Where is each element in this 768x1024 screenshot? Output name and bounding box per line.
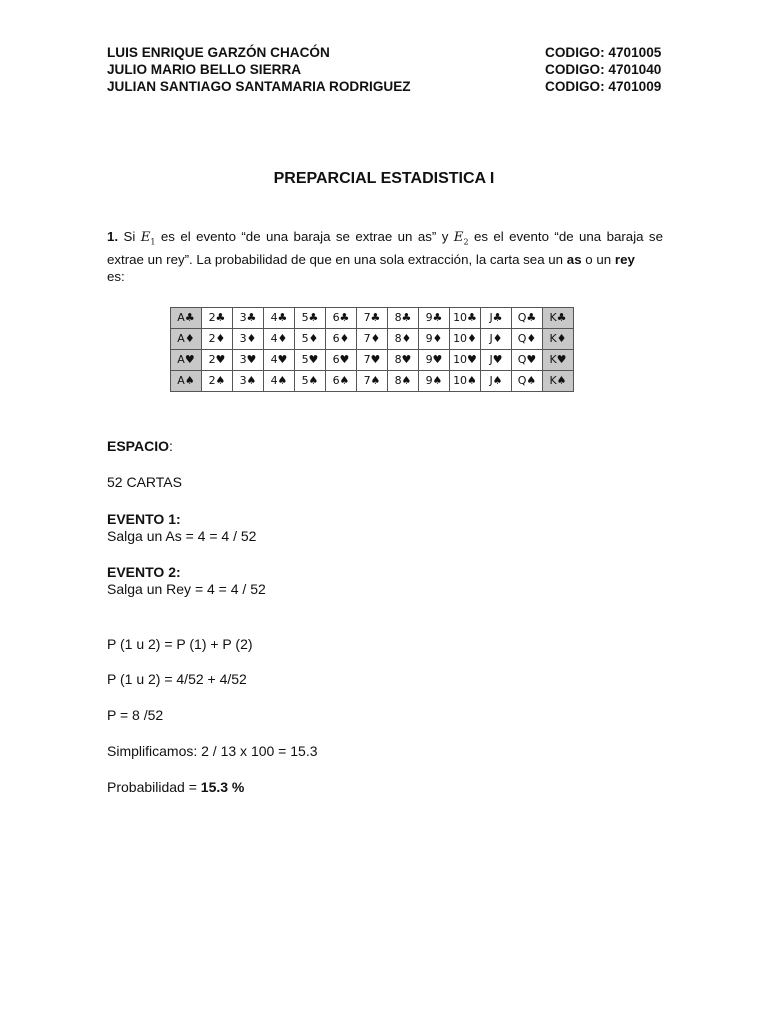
card-cell: J♦ bbox=[481, 329, 512, 350]
card-cell: 2♣ bbox=[202, 308, 233, 329]
card-cell: 2♥ bbox=[202, 350, 233, 371]
card-cell: A♦ bbox=[171, 329, 202, 350]
evento2-value: Salga un Rey = 4 = 4 / 52 bbox=[107, 581, 266, 597]
card-cell: 5♣ bbox=[295, 308, 326, 329]
card-cell: K♥ bbox=[543, 350, 574, 371]
card-cell: K♣ bbox=[543, 308, 574, 329]
card-cell: 3♥ bbox=[233, 350, 264, 371]
author-code: CODIGO: 4701040 bbox=[545, 62, 662, 77]
card-cell: 7♦ bbox=[357, 329, 388, 350]
simplify-line: Simplificamos: 2 / 13 x 100 = 15.3 bbox=[107, 743, 318, 759]
card-cell: 4♣ bbox=[264, 308, 295, 329]
card-cell: 9♦ bbox=[419, 329, 450, 350]
card-cell: 7♥ bbox=[357, 350, 388, 371]
card-cell: 7♠ bbox=[357, 371, 388, 392]
card-cell: 8♥ bbox=[388, 350, 419, 371]
result-line: P = 8 /52 bbox=[107, 707, 164, 723]
card-cell: 8♣ bbox=[388, 308, 419, 329]
card-cell: 2♠ bbox=[202, 371, 233, 392]
espacio-colon: : bbox=[168, 438, 173, 454]
card-cell: 6♥ bbox=[326, 350, 357, 371]
sum-line: P (1 u 2) = 4/52 + 4/52 bbox=[107, 671, 247, 687]
card-cell: 5♦ bbox=[295, 329, 326, 350]
card-cell: 5♠ bbox=[295, 371, 326, 392]
card-cell: 4♠ bbox=[264, 371, 295, 392]
card-cell: 4♦ bbox=[264, 329, 295, 350]
formula-line: P (1 u 2) = P (1) + P (2) bbox=[107, 636, 253, 652]
card-cell: J♠ bbox=[481, 371, 512, 392]
author-code: CODIGO: 4701009 bbox=[545, 79, 662, 94]
author-name: LUIS ENRIQUE GARZÓN CHACÓN bbox=[107, 45, 330, 60]
author-row bbox=[107, 44, 663, 61]
card-cell: 10♥ bbox=[450, 350, 481, 371]
card-cell: Q♣ bbox=[512, 308, 543, 329]
event-symbol: $E_2$ bbox=[453, 230, 469, 247]
probability-line bbox=[107, 779, 244, 796]
card-cell: 10♣ bbox=[450, 308, 481, 329]
card-cell: 10♠ bbox=[450, 371, 481, 392]
evento2-block bbox=[107, 564, 266, 598]
card-cell: A♠ bbox=[171, 371, 202, 392]
evento1-label: EVENTO 1: bbox=[107, 511, 181, 527]
card-row bbox=[171, 350, 574, 371]
card-cell: J♥ bbox=[481, 350, 512, 371]
probability-value: 15.3 % bbox=[200, 779, 245, 795]
problem-text: o un bbox=[585, 251, 612, 267]
card-cell: 3♣ bbox=[233, 308, 264, 329]
card-cell: K♠ bbox=[543, 371, 574, 392]
card-cell: Q♠ bbox=[512, 371, 543, 392]
card-cell: 10♦ bbox=[450, 329, 481, 350]
authors-header bbox=[107, 44, 663, 95]
card-cell: Q♦ bbox=[512, 329, 543, 350]
problem-text: es el evento “de una baraja se extrae un rey”. La probabilidad de que en una sola extracción, la carta sea un bbox=[107, 229, 663, 267]
card-cell: 6♠ bbox=[326, 371, 357, 392]
card-cell: 8♠ bbox=[388, 371, 419, 392]
espacio-label: ESPACIO bbox=[107, 438, 169, 454]
document-title: PREPARCIAL ESTADISTICA I bbox=[273, 170, 495, 187]
author-name: JULIAN SANTIAGO SANTAMARIA RODRIGUEZ bbox=[107, 79, 411, 94]
card-cell: 3♠ bbox=[233, 371, 264, 392]
problem-text: Si bbox=[123, 229, 136, 244]
card-deck-table bbox=[170, 307, 574, 392]
author-row bbox=[107, 61, 663, 78]
problem-statement bbox=[107, 228, 663, 285]
card-row bbox=[171, 371, 574, 392]
author-name: JULIO MARIO BELLO SIERRA bbox=[107, 62, 302, 77]
card-cell: 4♥ bbox=[264, 350, 295, 371]
espacio-value: 52 CARTAS bbox=[107, 474, 182, 490]
card-cell: Q♥ bbox=[512, 350, 543, 371]
bold-rey: rey bbox=[614, 251, 635, 267]
card-row bbox=[171, 329, 574, 350]
card-cell: 7♣ bbox=[357, 308, 388, 329]
card-cell: 9♣ bbox=[419, 308, 450, 329]
bold-as: as bbox=[566, 251, 582, 267]
card-cell: J♣ bbox=[481, 308, 512, 329]
card-cell: 9♠ bbox=[419, 371, 450, 392]
event-symbol: $E_1$ bbox=[140, 230, 156, 247]
card-cell: 5♥ bbox=[295, 350, 326, 371]
card-cell: 6♣ bbox=[326, 308, 357, 329]
card-cell: 9♥ bbox=[419, 350, 450, 371]
card-cell: 2♦ bbox=[202, 329, 233, 350]
evento1-value: Salga un As = 4 = 4 / 52 bbox=[107, 528, 257, 544]
card-cell: 6♦ bbox=[326, 329, 357, 350]
card-row bbox=[171, 308, 574, 329]
author-row bbox=[107, 78, 663, 95]
card-cell: A♥ bbox=[171, 350, 202, 371]
evento1-block bbox=[107, 511, 256, 545]
card-cell: K♦ bbox=[543, 329, 574, 350]
author-code: CODIGO: 4701005 bbox=[545, 45, 662, 60]
card-cell: A♣ bbox=[171, 308, 202, 329]
problem-text: es el evento “de una baraja se extrae un as” y bbox=[160, 229, 449, 244]
problem-number: 1. bbox=[107, 229, 119, 244]
evento2-label: EVENTO 2: bbox=[107, 564, 181, 580]
probability-label: Probabilidad = bbox=[107, 779, 201, 795]
problem-text: es: bbox=[107, 268, 125, 284]
card-cell: 8♦ bbox=[388, 329, 419, 350]
card-cell: 3♦ bbox=[233, 329, 264, 350]
espacio-heading bbox=[107, 438, 173, 455]
